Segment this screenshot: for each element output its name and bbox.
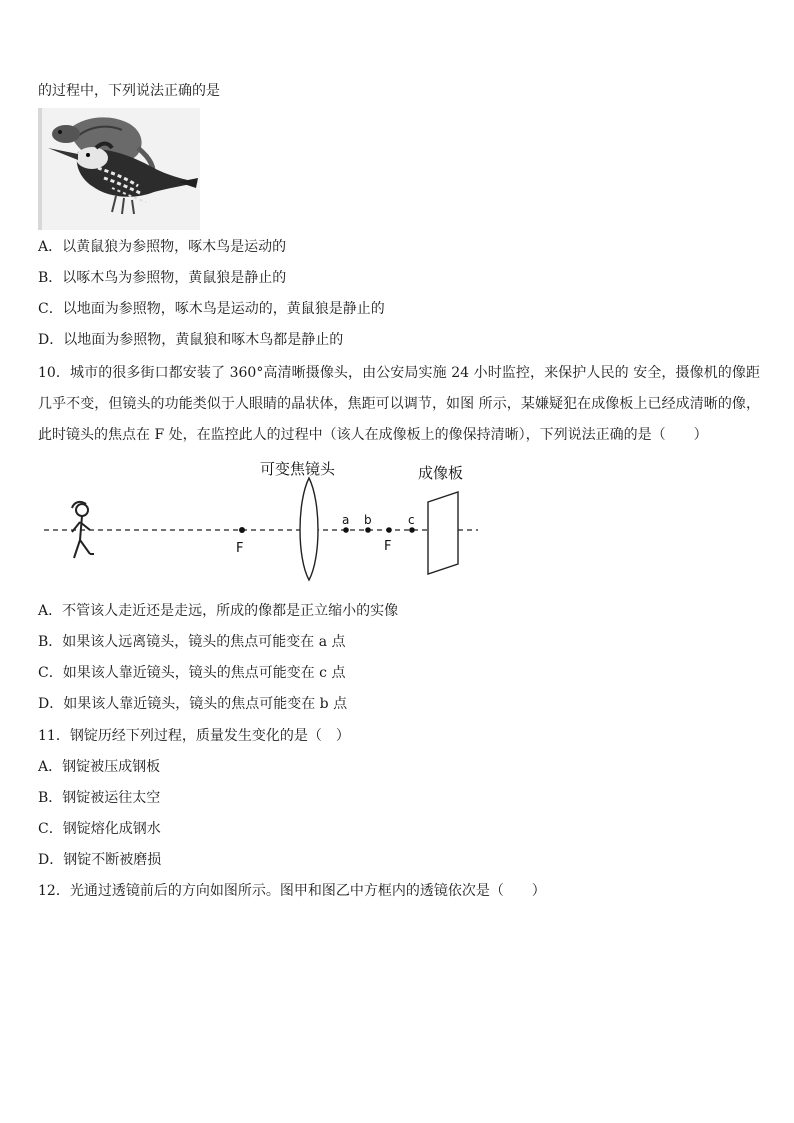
q9-option-d: D．以地面为参照物，黄鼠狼和啄木鸟都是静止的 xyxy=(38,332,344,348)
q10-option-c: C．如果该人靠近镜头，镜头的焦点可能变在 c 点 xyxy=(38,665,346,681)
q9-option-b: B．以啄木鸟为参照物，黄鼠狼是静止的 xyxy=(38,270,287,286)
screen-label: 成像板 xyxy=(418,464,464,482)
q11-option-c: C．钢锭熔化成钢水 xyxy=(38,821,161,837)
q9-option-a: A．以黄鼠狼为参照物，啄木鸟是运动的 xyxy=(38,239,287,255)
variable-focus-lens xyxy=(300,478,318,580)
q10-stem: 10．城市的很多街口都安装了 360°高清晰摄像头，由公安局实施 24 小时监控，来保护人民的 安全，摄像机的像距几乎不变，但镜头的功能类似于人眼睛的晶状体，焦距可以调节，如图 所示，某嫌疑犯在成像板上已经成清晰的像，此时镜头的焦点在 F 处，在监控此人的过程中（该人在成像板上的像保持清晰），下列说法正确的是（ ） xyxy=(38,365,760,443)
q11-option-d: D．钢锭不断被磨损 xyxy=(38,852,162,868)
point-b-label: b xyxy=(364,513,372,527)
q9-option-c: C．以地面为参照物，啄木鸟是运动的，黄鼠狼是静止的 xyxy=(38,301,385,317)
q12-stem: 12．光通过透镜前后的方向如图所示。图甲和图乙中方框内的透镜依次是（ ） xyxy=(38,883,546,899)
right-focal-point xyxy=(386,527,392,533)
q11-stem: 11．钢锭历经下列过程，质量发生变化的是（ ） xyxy=(38,728,350,744)
right-focus-label: F xyxy=(384,539,392,554)
point-b xyxy=(365,527,371,533)
point-a xyxy=(343,527,349,533)
left-focal-point xyxy=(239,527,245,533)
q10-camera-figure xyxy=(38,458,488,588)
imaging-screen xyxy=(428,492,458,574)
woodpecker-weasel-photo xyxy=(38,108,200,230)
lens-diagram xyxy=(38,458,488,588)
point-a-label: a xyxy=(342,513,350,527)
q11-option-b: B．钢锭被运往太空 xyxy=(38,790,161,806)
q10-option-d: D．如果该人靠近镜头，镜头的焦点可能变在 b 点 xyxy=(38,696,348,712)
left-focus-label: F xyxy=(236,541,244,556)
q11-option-a: A．钢锭被压成钢板 xyxy=(38,759,161,775)
lens-label: 可变焦镜头 xyxy=(260,460,336,478)
q10-option-b: B．如果该人远离镜头，镜头的焦点可能变在 a 点 xyxy=(38,634,346,650)
point-c-label: c xyxy=(408,513,415,527)
q10-option-a: A．不管该人走近还是走远，所成的像都是正立缩小的实像 xyxy=(38,603,399,619)
point-c xyxy=(409,527,415,533)
q9-stem-tail: 的过程中，下列说法正确的是 xyxy=(38,83,220,99)
woodpecker-weasel-illustration xyxy=(38,108,200,230)
